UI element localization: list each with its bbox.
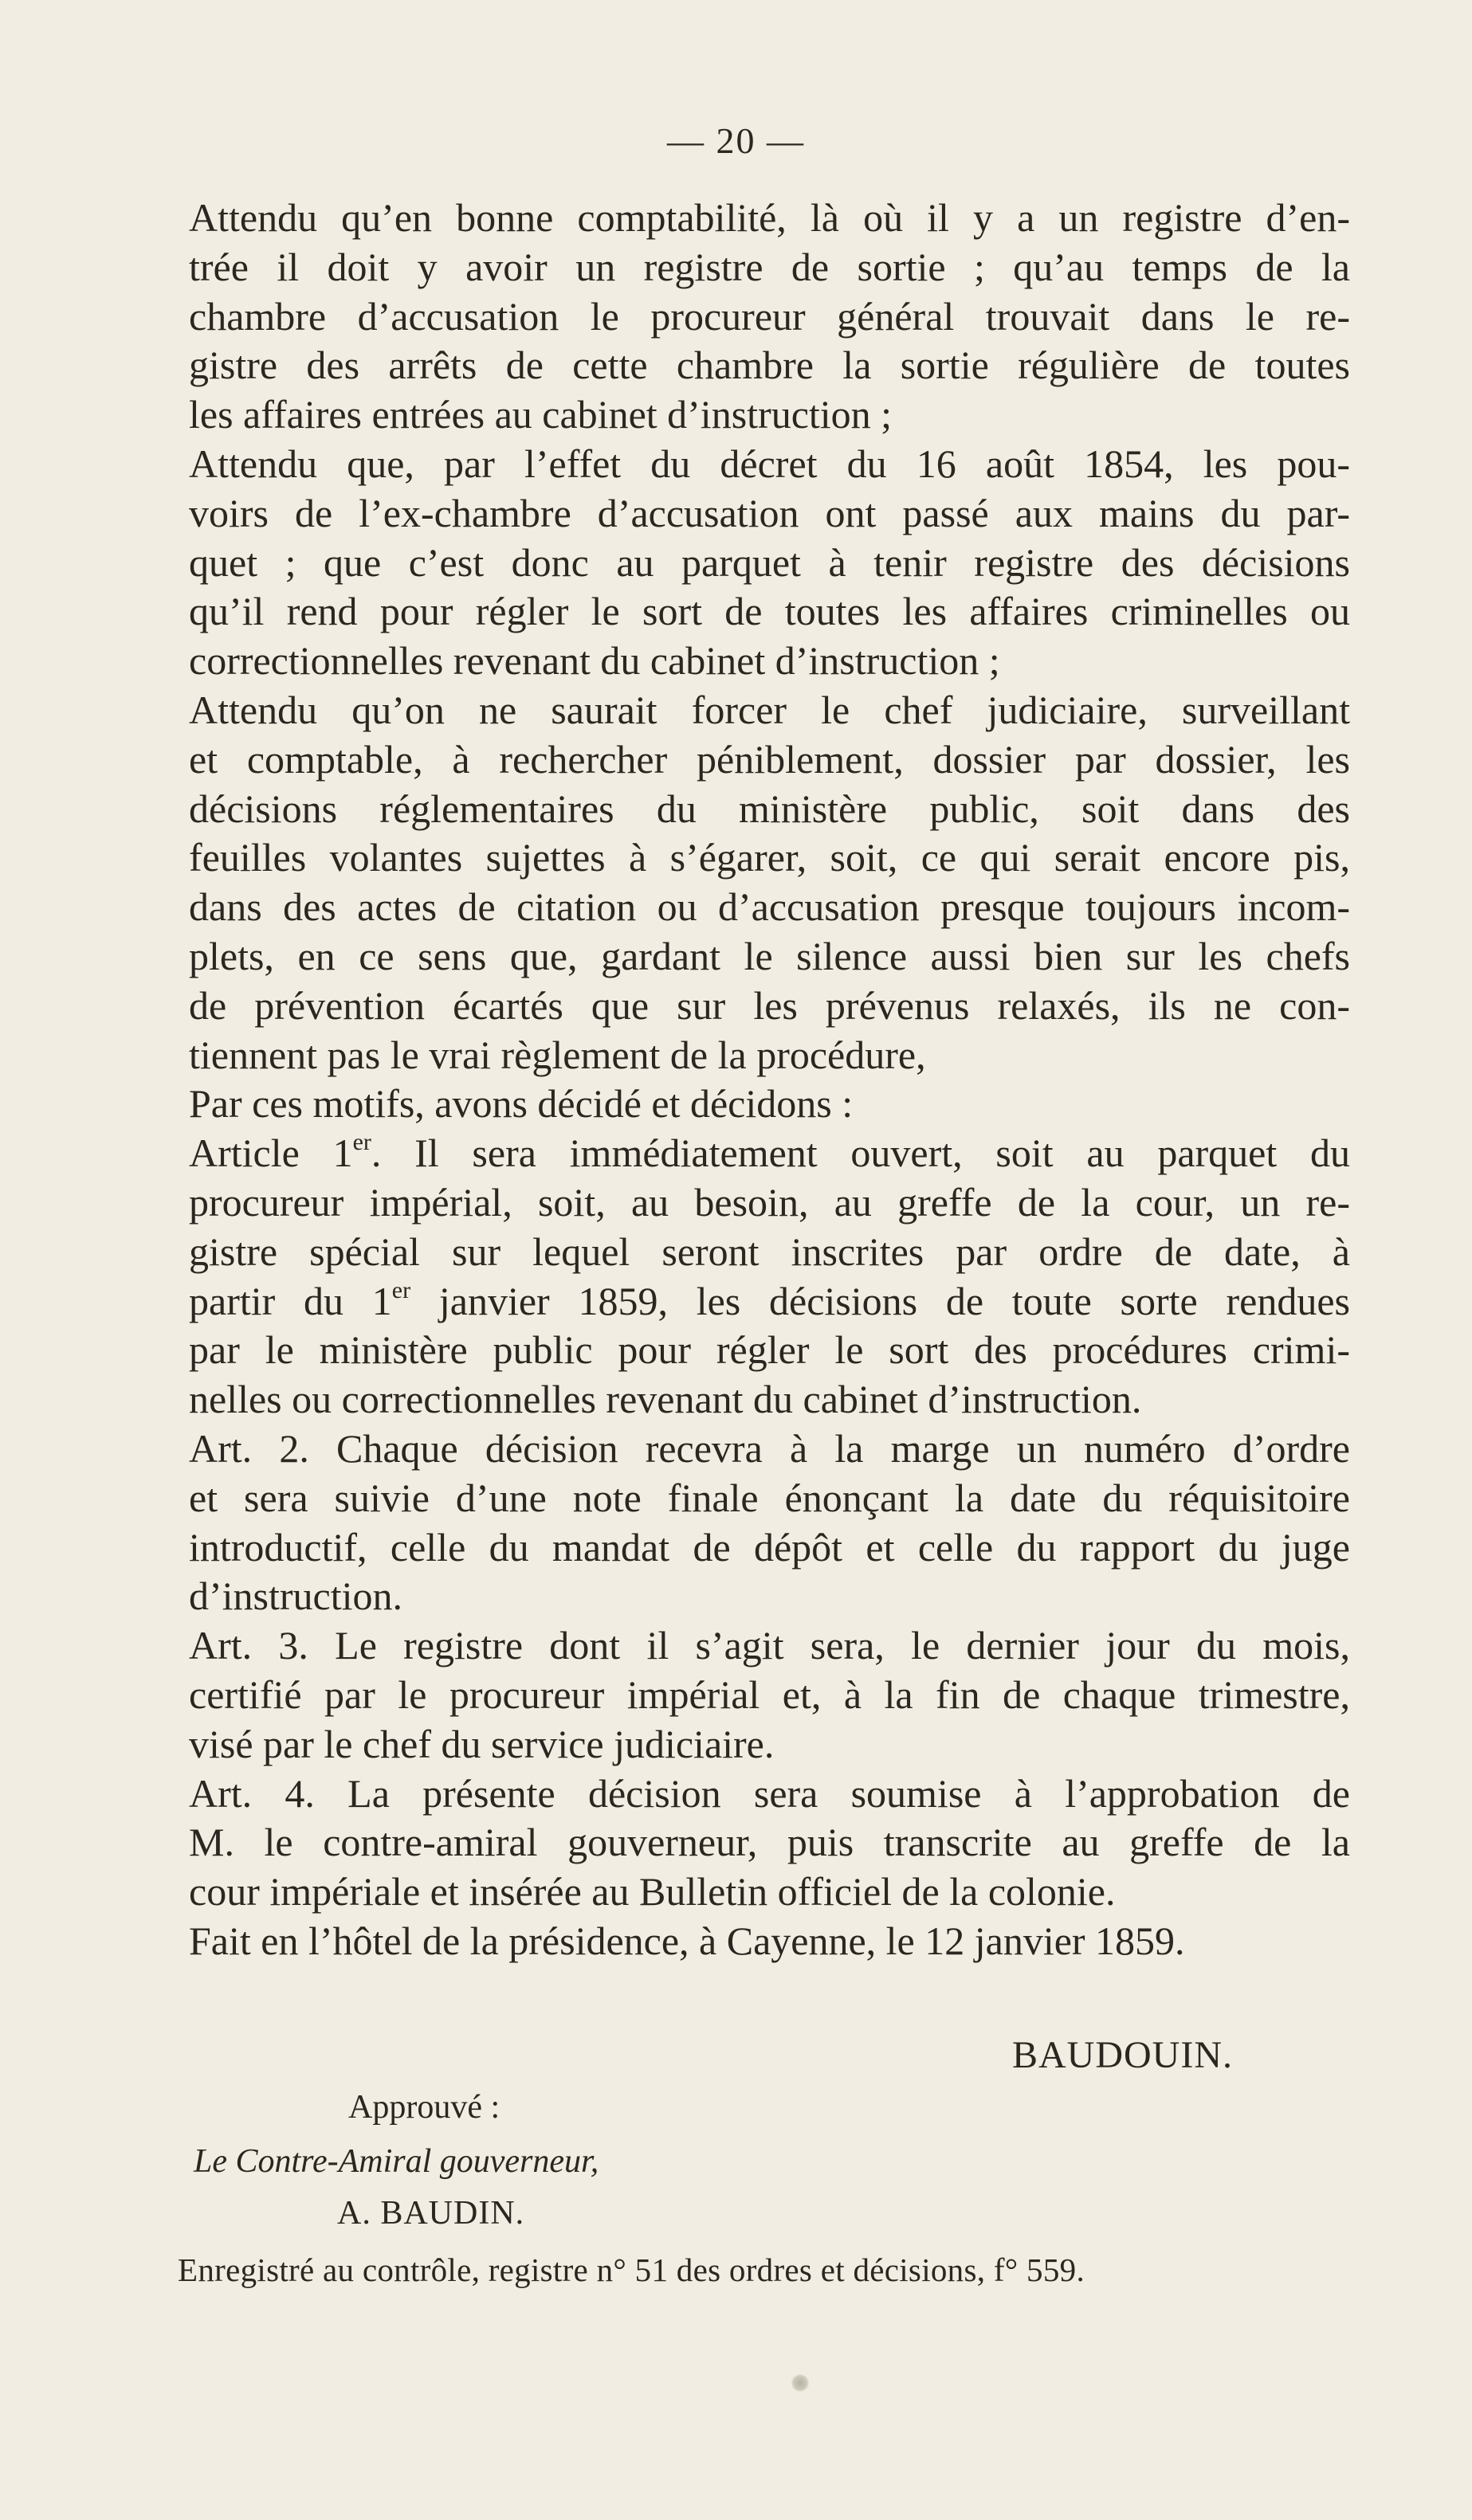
text-line: feuilles volantes sujettes à s’égarer, soit, ce qui serait encore pis, [189, 835, 1350, 880]
paragraph [189, 1917, 1350, 1966]
text-line: Art. 2. Chaque décision recevra à la marge un numéro d’ordre [189, 1425, 1350, 1471]
approval-title: Le Contre-Amiral gouverneur, [194, 2143, 599, 2180]
text-line: Attendu qu’on ne saurait forcer le chef judiciaire, surveillant [189, 687, 1350, 732]
text-line: Par ces motifs, avons décidé et décidons : [189, 1081, 854, 1127]
text-line: gistre des arrêts de cette chambre la sortie régulière de toutes [189, 343, 1350, 388]
text-line: dans des actes de citation ou d’accusation presque toujours incom- [189, 884, 1350, 930]
paragraph [189, 686, 1350, 1080]
text-line: M. le contre-amiral gouverneur, puis transcrite au greffe de la [189, 1820, 1350, 1865]
paragraph [189, 1621, 1350, 1769]
text-line: quet ; que c’est donc au parquet à tenir registre des décisions [189, 539, 1350, 585]
text-line: qu’il rend pour régler le sort de toutes les affaires criminelles ou [189, 589, 1350, 634]
text-line: Art. 3. Le registre dont il s’agit sera, le dernier jour du mois, [189, 1623, 1350, 1668]
paragraph [189, 1129, 1350, 1425]
text-line: tiennent pas le vrai règlement de la procédure, [189, 1032, 926, 1077]
signature-name: BAUDOUIN. [1012, 2034, 1233, 2076]
text-line: de prévention écartés que sur les prévenus relaxés, ils ne con- [189, 982, 1350, 1028]
page-number: — 20 — [667, 120, 805, 161]
paragraph [189, 1769, 1350, 1917]
paragraph [189, 194, 1350, 440]
ornament-dot-icon [791, 2374, 809, 2392]
text-line: décisions réglementaires du ministère public, soit dans des [189, 786, 1350, 831]
text-line: Attendu que, par l’effet du décret du 16 août 1854, les pou- [189, 441, 1350, 486]
text-line: Fait en l’hôtel de la présidence, à Cayenne, le 12 janvier 1859. [189, 1918, 1185, 1963]
text-line: d’instruction. [189, 1574, 403, 1619]
paragraph [189, 1425, 1350, 1621]
text-line: les affaires entrées au cabinet d’instruction ; [189, 392, 893, 437]
text-line: certifié par le procureur impérial et, à la fin de chaque trimestre, [189, 1672, 1350, 1717]
text-line: et comptable, à rechercher péniblement, dossier par dossier, les [189, 736, 1350, 782]
text-line: plets, en ce sens que, gardant le silence aussi bien sur les chefs [189, 933, 1350, 978]
text-line: Art. 4. La présente décision sera soumise à l’approbation de [189, 1770, 1350, 1816]
text-line: gistre spécial sur lequel seront inscrites par ordre de date, à [189, 1229, 1350, 1274]
approval-name: A. BAUDIN. [337, 2195, 525, 2232]
text-line: trée il doit y avoir un registre de sortie ; qu’au temps de la [189, 244, 1350, 289]
registration-note: Enregistré au contrôle, registre n° 51 des ordres et décisions, f° 559. [178, 2252, 1085, 2288]
text-line: par le ministère public pour régler le sort des procédures crimi- [189, 1327, 1350, 1373]
text-line: procureur impérial, soit, au besoin, au greffe de la cour, un re- [189, 1179, 1350, 1225]
text-line: nelles ou correctionnelles revenant du cabinet d’instruction. [189, 1377, 1142, 1422]
text-line: Article 1er. Il sera immédiatement ouvert, soit au parquet du [189, 1129, 1351, 1176]
approval-label: Approuvé : [348, 2089, 500, 2126]
text-line: correctionnelles revenant du cabinet d’instruction ; [189, 638, 1000, 684]
text-line: introductif, celle du mandat de dépôt et celle du rapport du juge [189, 1524, 1350, 1570]
text-line: partir du 1er janvier 1859, les décisions de toute sorte rendues [189, 1276, 1350, 1323]
text-line: visé par le chef du service judiciaire. [189, 1721, 775, 1766]
paragraph [189, 440, 1350, 686]
body-text [189, 194, 1350, 1966]
text-line: cour impériale et insérée au Bulletin officiel de la colonie. [189, 1869, 1116, 1914]
text-line: et sera suivie d’une note finale énonçant la date du réquisitoire [189, 1475, 1350, 1520]
paragraph [189, 1080, 1350, 1129]
text-line: chambre d’accusation le procureur général trouvait dans le re- [189, 293, 1350, 339]
text-line: Attendu qu’en bonne comptabilité, là où il y a un registre d’en- [189, 195, 1350, 240]
text-line: voirs de l’ex-chambre d’accusation ont passé aux mains du par- [189, 490, 1350, 535]
